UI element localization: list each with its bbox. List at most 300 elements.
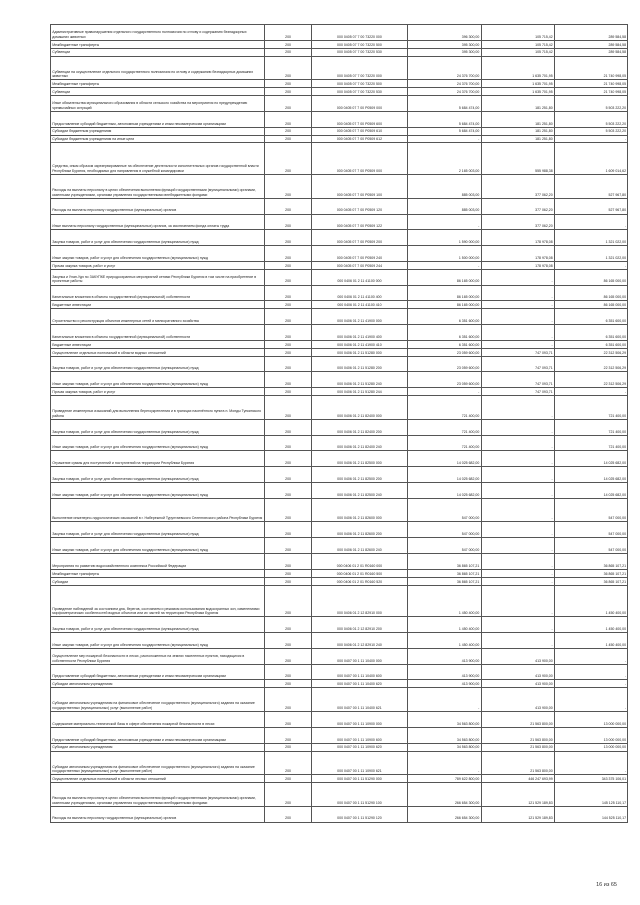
- row-approved: 36 865 107,21: [408, 569, 481, 577]
- row-kbk: 000 0407 00 1 11 10400 620: [311, 680, 407, 688]
- row-approved: 24 376 700,00: [408, 88, 481, 96]
- row-executed: -: [481, 467, 554, 483]
- row-executed: -: [481, 396, 554, 420]
- row-approved: -: [408, 261, 481, 269]
- row-remaining: 36 865 107,21: [554, 569, 627, 577]
- row-name: Иные закупки товаров, работ и услуг для обеспечения государственных (муниципальных) нужд: [51, 633, 265, 649]
- row-executed: 21 563 800,00: [481, 751, 554, 775]
- row-approved: 395 300,00: [408, 40, 481, 48]
- row-kbk: 000 0406 01 2 11 82500 000: [311, 451, 407, 467]
- row-name: Субвенции на осуществление отдельного государственного полномочия по отлову и содержанию безнадзорных домашних животных: [51, 56, 265, 80]
- row-kbk: 000 0405 07 7 00 P0509 122: [311, 214, 407, 230]
- row-executed: 377 062,20: [481, 214, 554, 230]
- row-kbk: 000 0407 00 1 11 10900 600: [311, 727, 407, 743]
- row-executed: -: [481, 269, 554, 285]
- table-row: [51, 743, 628, 751]
- row-name: Межбюджетные трансферты: [51, 80, 265, 88]
- table-row: [51, 135, 628, 143]
- row-code: 200: [265, 214, 311, 230]
- row-remaining: 547 000,00: [554, 538, 627, 554]
- row-executed: 181 251,80: [481, 96, 554, 112]
- row-remaining: 1 450 400,00: [554, 585, 627, 617]
- row-name: Прочая закупка товаров, работ и услуг: [51, 261, 265, 269]
- row-code: 200: [265, 127, 311, 135]
- row-kbk: 000 0405 07 7 00 P0509 100: [311, 175, 407, 199]
- row-code: 200: [265, 285, 311, 301]
- row-remaining: -: [554, 388, 627, 396]
- row-remaining: 6 351 600,00: [554, 340, 627, 348]
- row-code: 200: [265, 246, 311, 262]
- row-kbk: 000 0405 07 7 00 P0509 612: [311, 135, 407, 143]
- row-kbk: 000 0406 01 2 11 41100 000: [311, 269, 407, 285]
- row-name: Выполнение инженерно-гидрологических изысканий в г. Набережной Турунтаевского Селенгинского района Республики Бурятия: [51, 498, 265, 522]
- row-approved: 23 059 600,00: [408, 372, 481, 388]
- row-executed: -: [481, 340, 554, 348]
- row-name: Осуществление отдельных полномочий в области лесных отношений: [51, 775, 265, 783]
- row-kbk: 000 0405 07 7 00 P0509 000: [311, 143, 407, 175]
- row-executed: -: [481, 633, 554, 649]
- row-code: 200: [265, 48, 311, 56]
- row-executed: -: [481, 554, 554, 570]
- row-kbk: 000 0405 07 7 00 P0509 244: [311, 261, 407, 269]
- table-row: [51, 648, 628, 664]
- table-row: [51, 633, 628, 649]
- table-row: [51, 348, 628, 356]
- table-row: [51, 554, 628, 570]
- row-approved: 885 003,00: [408, 198, 481, 214]
- table-row: [51, 96, 628, 112]
- row-remaining: 1 321 022,00: [554, 230, 627, 246]
- row-executed: -: [481, 498, 554, 522]
- row-approved: -: [408, 214, 481, 230]
- row-name: Закупка и Улан-Удэ по ЗАКУПКЕ природоохранных мероприятий сетями Республики Бурятия в том числе на приобретение в проектные работы: [51, 269, 265, 285]
- row-approved: 36 865 107,21: [408, 554, 481, 570]
- row-kbk: 000 0406 01 2 12 82910 240: [311, 633, 407, 649]
- row-executed: 105 715,42: [481, 40, 554, 48]
- row-remaining: 22 312 506,29: [554, 348, 627, 356]
- row-executed: 181 251,80: [481, 127, 554, 135]
- row-code: 200: [265, 451, 311, 467]
- row-remaining: -: [554, 135, 627, 143]
- row-code: 200: [265, 806, 311, 822]
- row-remaining: 144 525 110,17: [554, 806, 627, 822]
- row-code: 200: [265, 648, 311, 664]
- table-row: [51, 48, 628, 56]
- row-code: 200: [265, 783, 311, 807]
- row-executed: 181 251,80: [481, 135, 554, 143]
- row-kbk: 000 0406 01 2 11 41100 410: [311, 301, 407, 309]
- row-approved: 34 563 800,00: [408, 743, 481, 751]
- row-executed: 21 563 800,00: [481, 743, 554, 751]
- row-remaining: -: [554, 680, 627, 688]
- row-approved: 14 025 682,00: [408, 483, 481, 499]
- row-name: Отражение суммы для поступлений и поступлений на территории Республики Бурятия: [51, 451, 265, 467]
- row-approved: -: [408, 388, 481, 396]
- row-kbk: 000 0406 01 2 11 82400 200: [311, 419, 407, 435]
- row-kbk: 000 0407 00 1 11 51290 100: [311, 783, 407, 807]
- table-row: [51, 143, 628, 175]
- table-row: [51, 585, 628, 617]
- row-approved: 24 376 700,00: [408, 80, 481, 88]
- row-code: 200: [265, 419, 311, 435]
- row-approved: 86 165 000,00: [408, 269, 481, 285]
- row-name: Мероприятия по развитию водохозяйственного комплекса Российской Федерации: [51, 554, 265, 570]
- row-code: 200: [265, 680, 311, 688]
- row-code: 200: [265, 143, 311, 175]
- row-approved: -: [408, 135, 481, 143]
- row-executed: 747 093,71: [481, 388, 554, 396]
- row-name: Закупка товаров, работ и услуг для обеспечения государственных (муниципальных) нужд: [51, 230, 265, 246]
- row-code: 200: [265, 301, 311, 309]
- row-code: 200: [265, 775, 311, 783]
- table-row: [51, 617, 628, 633]
- table-row: [51, 261, 628, 269]
- row-code: 200: [265, 56, 311, 80]
- row-approved: 266 654 300,00: [408, 806, 481, 822]
- row-name: Субсидии автономным учреждениям на финансовое обеспечение государственного (муниципального) задания на оказание государственных (муниципальных) услуг (выполнение работ): [51, 751, 265, 775]
- table-row: [51, 372, 628, 388]
- row-executed: 121 529 189,83: [481, 783, 554, 807]
- row-name: Закупка товаров, работ и услуг для обеспечения государственных (муниципальных) нужд: [51, 617, 265, 633]
- row-executed: 21 563 800,00: [481, 727, 554, 743]
- row-kbk: 000 0406 01 2 12 82910 200: [311, 617, 407, 633]
- row-kbk: 000 0407 00 1 11 10400 621: [311, 688, 407, 712]
- table-row: [51, 483, 628, 499]
- row-remaining: 547 000,00: [554, 498, 627, 522]
- row-name: Субвенции: [51, 48, 265, 56]
- row-name: Капитальные вложения в объекты государственной (муниципальной) собственности: [51, 285, 265, 301]
- row-approved: 1 500 000,00: [408, 246, 481, 262]
- row-executed: -: [481, 435, 554, 451]
- row-name: Иные выплаты персоналу государственных (муниципальных) органов, за исключением фонда оплаты труда: [51, 214, 265, 230]
- row-kbk: 000 0407 00 1 11 10400 600: [311, 664, 407, 680]
- table-row: [51, 309, 628, 325]
- row-code: 200: [265, 743, 311, 751]
- row-kbk: 000 0405 07 7 00 P0509 200: [311, 230, 407, 246]
- row-remaining: 527 967,80: [554, 198, 627, 214]
- row-executed: 413 900,00: [481, 688, 554, 712]
- row-executed: 105 715,42: [481, 25, 554, 41]
- row-code: 200: [265, 751, 311, 775]
- row-name: Межбюджетные трансферты: [51, 40, 265, 48]
- row-remaining: -: [554, 688, 627, 712]
- row-approved: -: [408, 751, 481, 775]
- row-code: 200: [265, 40, 311, 48]
- row-remaining: 5 503 222,20: [554, 96, 627, 112]
- row-code: 200: [265, 396, 311, 420]
- row-executed: 1 635 701,95: [481, 88, 554, 96]
- row-code: 200: [265, 688, 311, 712]
- row-kbk: 000 0406 01 2 11 82600 200: [311, 522, 407, 538]
- budget-report-table-container: [50, 24, 627, 823]
- row-code: 200: [265, 727, 311, 743]
- budget-report-table: [50, 24, 628, 823]
- table-row: [51, 664, 628, 680]
- row-executed: 178 978,08: [481, 261, 554, 269]
- row-approved: 6 351 600,00: [408, 340, 481, 348]
- table-row: [51, 751, 628, 775]
- table-row: [51, 80, 628, 88]
- row-remaining: 36 865 107,21: [554, 577, 627, 585]
- row-code: 200: [265, 569, 311, 577]
- table-row: [51, 246, 628, 262]
- table-row: [51, 522, 628, 538]
- row-name: Бюджетные инвестиции: [51, 301, 265, 309]
- table-row: [51, 467, 628, 483]
- row-executed: 413 900,00: [481, 648, 554, 664]
- row-kbk: 000 0406 01 2 01 R0160 000: [311, 554, 407, 570]
- row-remaining: 13 000 000,00: [554, 727, 627, 743]
- table-row: [51, 198, 628, 214]
- row-executed: 181 251,80: [481, 111, 554, 127]
- row-executed: -: [481, 585, 554, 617]
- row-name: Закупка товаров, работ и услуг для обеспечения государственных (муниципальных) нужд: [51, 356, 265, 372]
- row-name: Иные обязательства муниципального образования в области сельского хозяйства на мероприятия по предупреждению чрезвычайных ситуаций: [51, 96, 265, 112]
- row-kbk: 000 0405 07 7 00 P0509 600: [311, 111, 407, 127]
- row-code: 200: [265, 175, 311, 199]
- row-executed: -: [481, 522, 554, 538]
- row-name: Средства, иным образом зарезервированные на обеспечение деятельности исполнительных органов государственной власти Республики Бурятия, необходимых для направления в служебной командировки: [51, 143, 265, 175]
- row-name: Расходы на выплаты персоналу государственных (муниципальных) органов: [51, 198, 265, 214]
- row-approved: 5 684 474,00: [408, 111, 481, 127]
- row-kbk: 000 0406 01 2 11 82600 000: [311, 498, 407, 522]
- row-executed: 555 988,38: [481, 143, 554, 175]
- row-code: 200: [265, 498, 311, 522]
- row-approved: 86 165 000,00: [408, 301, 481, 309]
- table-row: [51, 25, 628, 41]
- row-code: 200: [265, 198, 311, 214]
- table-row: [51, 775, 628, 783]
- row-executed: -: [481, 483, 554, 499]
- row-code: 200: [265, 585, 311, 617]
- table-row: [51, 569, 628, 577]
- row-name: Субсидии бюджетным учреждениям на иные цели: [51, 135, 265, 143]
- row-remaining: 527 967,80: [554, 175, 627, 199]
- row-code: 200: [265, 96, 311, 112]
- row-executed: -: [481, 309, 554, 325]
- row-kbk: 000 0406 01 2 11 51280 000: [311, 348, 407, 356]
- row-name: Иные закупки товаров, работ и услуг для обеспечения государственных (муниципальных) нужд: [51, 538, 265, 554]
- row-name: Расходы на выплаты персоналу государственных (муниципальных) органов: [51, 806, 265, 822]
- row-name: Строительство и реконструкция объектов инженерных сетей и мелиоративного хозяйства: [51, 309, 265, 325]
- row-executed: -: [481, 301, 554, 309]
- row-kbk: 000 0405 07 7 00 73220 000: [311, 25, 407, 41]
- row-code: 200: [265, 554, 311, 570]
- table-row: [51, 214, 628, 230]
- row-name: Капитальные вложения в объекты государственной (муниципальной) собственности: [51, 325, 265, 341]
- row-name: Межбюджетные трансферты: [51, 569, 265, 577]
- table-row: [51, 538, 628, 554]
- row-remaining: 721 400,00: [554, 435, 627, 451]
- row-remaining: 289 584,58: [554, 25, 627, 41]
- row-name: Содержание материально-технической базы в сфере обеспечения пожарной безопасности в лесах: [51, 712, 265, 728]
- row-code: 200: [265, 633, 311, 649]
- row-name: Закупка товаров, работ и услуг для обеспечения государственных (муниципальных) нужд: [51, 522, 265, 538]
- row-kbk: 000 0407 00 1 11 51290 120: [311, 806, 407, 822]
- row-remaining: -: [554, 214, 627, 230]
- row-executed: 446 247 693,99: [481, 775, 554, 783]
- row-approved: 395 300,00: [408, 48, 481, 56]
- row-name: Субсидии автономным учреждениям на финансовое обеспечение государственного (муниципального) задания на оказание государственных (муниципальных) услуг (выполнение работ): [51, 688, 265, 712]
- row-kbk: 000 0406 01 2 11 51280 240: [311, 372, 407, 388]
- row-approved: 34 563 800,00: [408, 727, 481, 743]
- row-kbk: 000 0407 00 1 11 10900 000: [311, 712, 407, 728]
- row-code: 200: [265, 25, 311, 41]
- row-kbk: 000 0406 01 2 11 41900 000: [311, 309, 407, 325]
- row-executed: -: [481, 419, 554, 435]
- page-number: 16 из 65: [596, 882, 617, 888]
- table-row: [51, 356, 628, 372]
- table-row: [51, 727, 628, 743]
- table-row: [51, 688, 628, 712]
- table-row: [51, 451, 628, 467]
- row-approved: 1 450 400,00: [408, 617, 481, 633]
- row-executed: 178 978,08: [481, 230, 554, 246]
- row-name: Расходы на выплаты персоналу в целях обеспечения выполнения функций государственными (муниципальными) органами, казенными учреждениями, органами управления государственными внебюджетными фондами: [51, 175, 265, 199]
- row-name: Субсидии автономным учреждениям: [51, 680, 265, 688]
- row-approved: 23 059 600,00: [408, 348, 481, 356]
- row-remaining: 21 740 998,05: [554, 56, 627, 80]
- row-name: Прочая закупка товаров, работ и услуг: [51, 388, 265, 396]
- row-executed: 105 715,42: [481, 48, 554, 56]
- row-kbk: 000 0407 00 1 11 10900 621: [311, 751, 407, 775]
- row-kbk: 000 0406 01 2 11 51280 200: [311, 356, 407, 372]
- table-row: [51, 285, 628, 301]
- table-row: [51, 680, 628, 688]
- row-kbk: 000 0406 01 2 11 82600 240: [311, 538, 407, 554]
- row-approved: 1 450 400,00: [408, 633, 481, 649]
- row-kbk: 000 0405 07 7 00 73220 530: [311, 48, 407, 56]
- row-approved: 6 351 600,00: [408, 309, 481, 325]
- row-remaining: 6 351 600,00: [554, 325, 627, 341]
- row-kbk: 000 0407 00 1 11 51290 000: [311, 775, 407, 783]
- row-approved: 34 563 800,00: [408, 712, 481, 728]
- row-executed: 377 062,20: [481, 198, 554, 214]
- row-code: 200: [265, 340, 311, 348]
- row-executed: -: [481, 451, 554, 467]
- row-remaining: 21 740 998,05: [554, 80, 627, 88]
- row-approved: 721 400,00: [408, 435, 481, 451]
- row-approved: 721 400,00: [408, 396, 481, 420]
- table-row: [51, 340, 628, 348]
- table-row: [51, 230, 628, 246]
- row-approved: 6 351 600,00: [408, 325, 481, 341]
- row-remaining: -: [554, 648, 627, 664]
- table-body: [51, 25, 628, 823]
- row-remaining: 1 450 400,00: [554, 633, 627, 649]
- row-code: 200: [265, 712, 311, 728]
- table-row: [51, 435, 628, 451]
- row-kbk: 000 0406 01 2 11 82400 240: [311, 435, 407, 451]
- row-approved: 547 000,00: [408, 498, 481, 522]
- row-executed: 1 635 701,95: [481, 80, 554, 88]
- row-remaining: 547 000,00: [554, 522, 627, 538]
- row-code: 200: [265, 261, 311, 269]
- row-code: 200: [265, 467, 311, 483]
- row-name: Осуществление мер пожарной безопасности в лесах, расположенных на землях населенных пунктов, находящихся в собственности Республики Бурятия: [51, 648, 265, 664]
- row-executed: 413 900,00: [481, 664, 554, 680]
- row-executed: -: [481, 538, 554, 554]
- row-name: Расходы на выплаты персоналу в целях обеспечения выполнения функций государственными (муниципальными) органами, казенными учреждениями, органами управления государственными внебюджетными фондами: [51, 783, 265, 807]
- row-name: Проведение инженерных изысканий для выполнения берегоукрепления и в границах населённого пункта п. Монды Тункинского района: [51, 396, 265, 420]
- table-row: [51, 111, 628, 127]
- row-kbk: 000 0406 01 2 12 82910 000: [311, 585, 407, 617]
- row-remaining: 86 165 000,00: [554, 301, 627, 309]
- row-remaining: 5 503 222,20: [554, 111, 627, 127]
- row-executed: 377 062,20: [481, 175, 554, 199]
- row-executed: 747 093,71: [481, 372, 554, 388]
- row-executed: -: [481, 617, 554, 633]
- row-code: 200: [265, 372, 311, 388]
- row-kbk: 000 0405 07 7 00 73220 500: [311, 40, 407, 48]
- row-name: Бюджетные инвестиции: [51, 340, 265, 348]
- row-code: 200: [265, 617, 311, 633]
- row-remaining: 289 584,58: [554, 40, 627, 48]
- row-code: 200: [265, 388, 311, 396]
- row-remaining: 14 025 682,00: [554, 467, 627, 483]
- table-row: [51, 88, 628, 96]
- row-code: 200: [265, 538, 311, 554]
- row-approved: 547 000,00: [408, 538, 481, 554]
- row-approved: 36 865 107,21: [408, 577, 481, 585]
- row-kbk: 000 0405 07 7 00 P0509 240: [311, 246, 407, 262]
- row-executed: 747 093,71: [481, 348, 554, 356]
- table-row: [51, 806, 628, 822]
- row-remaining: 1 450 400,00: [554, 617, 627, 633]
- row-code: 200: [265, 577, 311, 585]
- row-name: Административные правонарушения отдельного государственного полномочия по отлову и содержанию безнадзорных домашних животных: [51, 25, 265, 41]
- row-executed: 178 978,08: [481, 246, 554, 262]
- row-code: 200: [265, 269, 311, 285]
- row-approved: 789 622 800,00: [408, 775, 481, 783]
- row-approved: 885 003,00: [408, 175, 481, 199]
- row-approved: 1 590 000,00: [408, 230, 481, 246]
- table-row: [51, 419, 628, 435]
- row-executed: -: [481, 569, 554, 577]
- row-approved: 86 165 000,00: [408, 285, 481, 301]
- row-executed: 747 093,71: [481, 356, 554, 372]
- row-kbk: 000 0405 07 7 00 73220 000: [311, 56, 407, 80]
- row-kbk: 000 0405 07 7 00 P0509 000: [311, 96, 407, 112]
- row-code: 200: [265, 80, 311, 88]
- row-approved: 5 684 474,00: [408, 127, 481, 135]
- row-remaining: 343 375 106,01: [554, 775, 627, 783]
- row-kbk: 000 0405 07 7 00 P0509 610: [311, 127, 407, 135]
- row-code: 200: [265, 522, 311, 538]
- table-row: [51, 127, 628, 135]
- row-kbk: 000 0405 07 7 00 73220 530: [311, 88, 407, 96]
- table-row: [51, 56, 628, 80]
- row-approved: 14 025 682,00: [408, 451, 481, 467]
- row-remaining: 86 165 000,00: [554, 285, 627, 301]
- row-approved: 413 900,00: [408, 648, 481, 664]
- row-executed: -: [481, 577, 554, 585]
- row-approved: -: [408, 688, 481, 712]
- row-name: Предоставление субсидий бюджетным, автономным учреждениям и иным некоммерческим организациям: [51, 664, 265, 680]
- row-name: Осуществление отдельных полномочий в области водных отношений: [51, 348, 265, 356]
- row-name: Закупка товаров, работ и услуг для обеспечения государственных (муниципальных) нужд: [51, 467, 265, 483]
- table-row: [51, 301, 628, 309]
- row-name: Предоставление субсидий бюджетным, автономным учреждениям и иным некоммерческим организациям: [51, 727, 265, 743]
- row-remaining: 36 865 107,21: [554, 554, 627, 570]
- row-kbk: 000 0406 01 2 11 82400 000: [311, 396, 407, 420]
- row-name: Субвенции: [51, 88, 265, 96]
- row-remaining: 5 503 222,20: [554, 127, 627, 135]
- row-name: Иные закупки товаров, работ и услуг для обеспечения государственных (муниципальных) нужд: [51, 372, 265, 388]
- row-remaining: -: [554, 261, 627, 269]
- row-name: Проведение наблюдений за состоянием дна, берегов, состоянием и режимом использования водоохранных зон, изменениями морфометрических особенностей водных объектов или их частей на территории Республики Бурятия: [51, 585, 265, 617]
- table-row: [51, 498, 628, 522]
